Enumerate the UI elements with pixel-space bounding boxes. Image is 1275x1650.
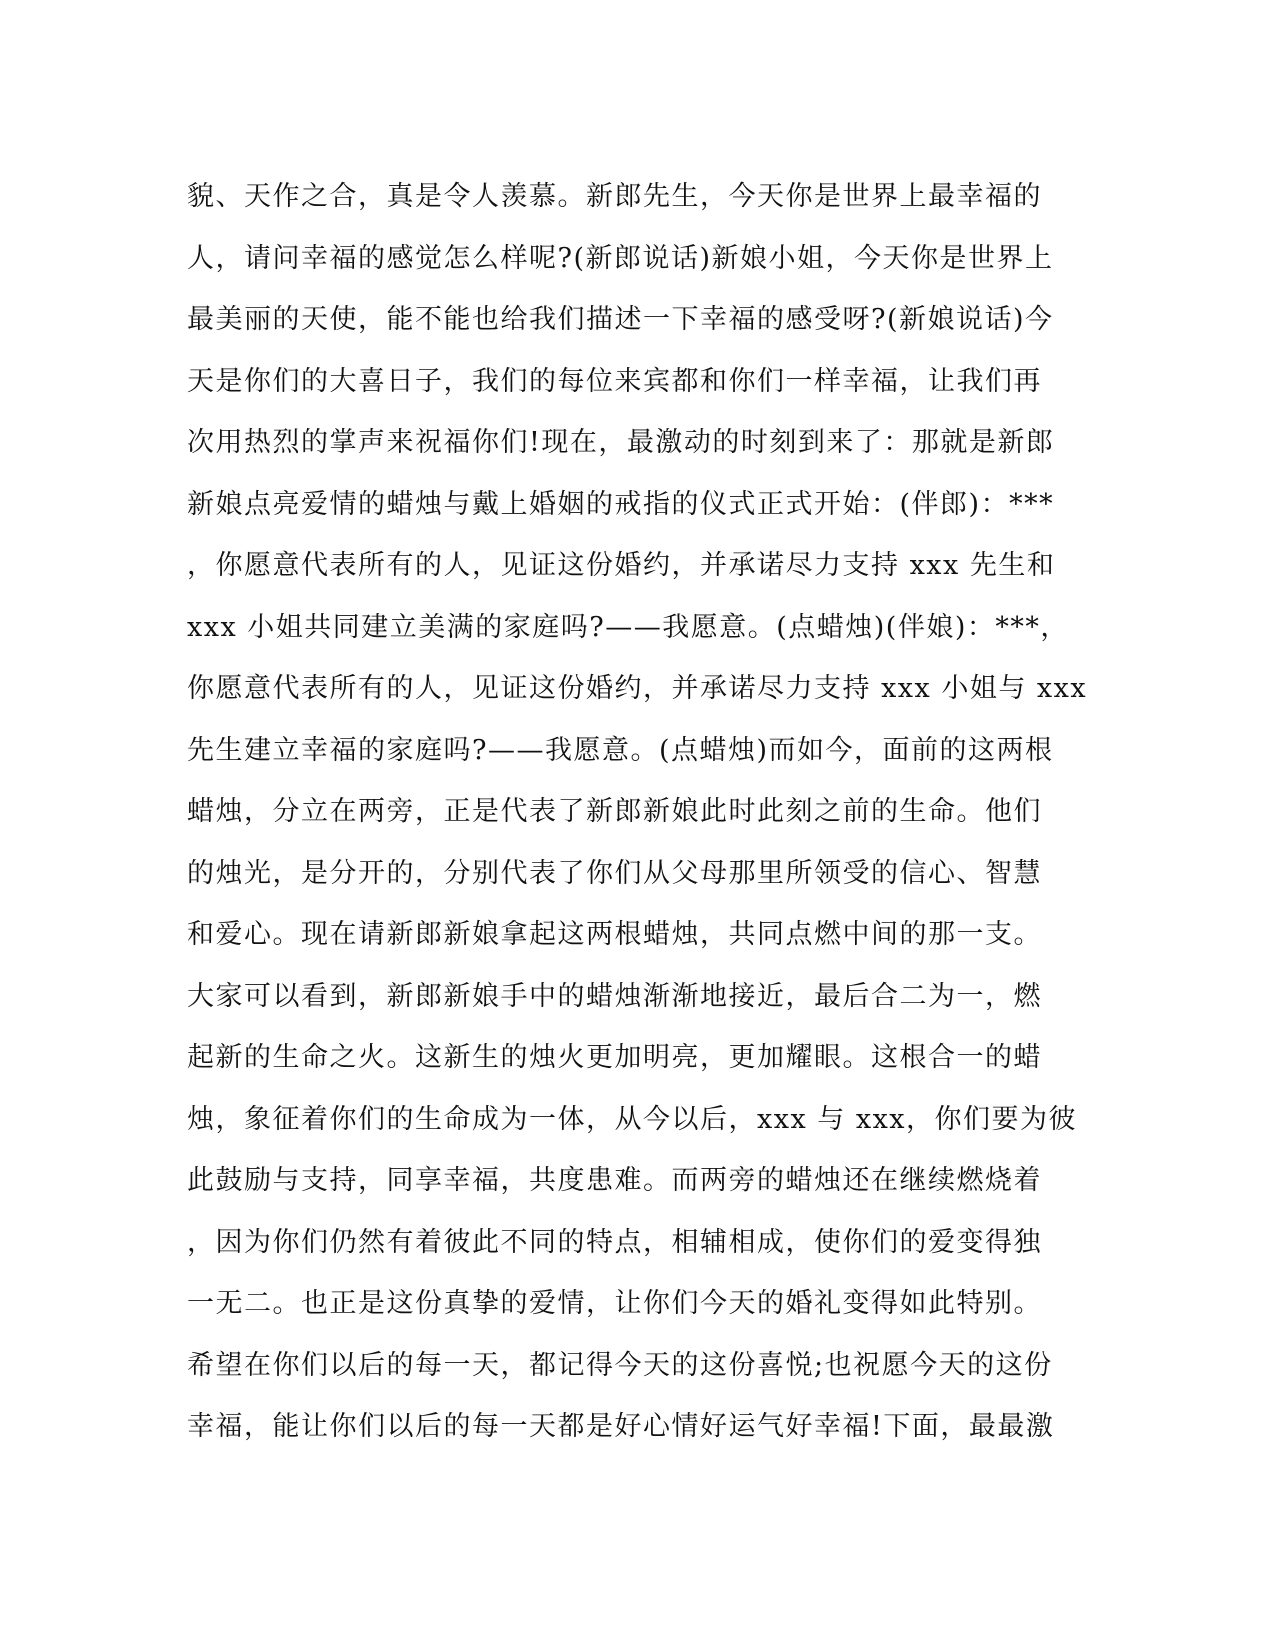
- text-line: 人，请问幸福的感觉怎么样呢?(新郎说话)新娘小姐，今天你是世界上: [187, 242, 1054, 274]
- text-line: 貌、天作之合，真是令人羡慕。新郎先生，今天你是世界上最幸福的: [187, 181, 1042, 212]
- text-line: 和爱心。现在请新郎新娘拿起这两根蜡烛，共同点燃中间的那一支。: [187, 919, 1042, 950]
- text-line: xxx 小姐共同建立美满的家庭吗?——我愿意。(点蜡烛)(伴娘)：***，: [187, 611, 1069, 643]
- text-line: 一无二。也正是这份真挚的爱情，让你们今天的婚礼变得如此特别。: [187, 1288, 1042, 1319]
- text-line: 新娘点亮爱情的蜡烛与戴上婚姻的戒指的仪式正式开始：(伴郎)：***: [187, 488, 1055, 520]
- text-line: 此鼓励与支持，同享幸福，共度患难。而两旁的蜡烛还在继续燃烧着: [187, 1165, 1042, 1196]
- text-line: ，你愿意代表所有的人，见证这份婚约，并承诺尽力支持 xxx 先生和: [187, 550, 1056, 581]
- text-line: 蜡烛，分立在两旁，正是代表了新郎新娘此时此刻之前的生命。他们: [187, 796, 1042, 827]
- text-line: 希望在你们以后的每一天，都记得今天的这份喜悦;也祝愿今天的这份: [187, 1349, 1053, 1381]
- text-line: 最美丽的天使，能不能也给我们描述一下幸福的感受呀?(新娘说话)今: [187, 304, 1054, 335]
- text-line: 天是你们的大喜日子，我们的每位来宾都和你们一样幸福，让我们再: [187, 365, 1042, 397]
- text-line: 幸福，能让你们以后的每一天都是好心情好运气好幸福!下面，最最激: [187, 1411, 1055, 1442]
- text-line: 先生建立幸福的家庭吗?——我愿意。(点蜡烛)而如今，面前的这两根: [187, 734, 1054, 766]
- body-text: [187, 166, 1087, 1458]
- text-line: 起新的生命之火。这新生的烛火更加明亮，更加耀眼。这根合一的蜡: [187, 1042, 1042, 1073]
- text-line: ，因为你们仍然有着彼此不同的特点，相辅相成，使你们的爱变得独: [187, 1226, 1042, 1258]
- text-line: 烛，象征着你们的生命成为一体，从今以后，xxx 与 xxx，你们要为彼: [187, 1103, 1078, 1135]
- text-line: 你愿意代表所有的人，见证这份婚约，并承诺尽力支持 xxx 小姐与 xxx: [187, 673, 1088, 704]
- text-line: 大家可以看到，新郎新娘手中的蜡烛渐渐地接近，最后合二为一，燃: [187, 980, 1042, 1012]
- text-line: 次用热烈的掌声来祝福你们!现在，最激动的时刻到来了：那就是新郎: [187, 427, 1055, 458]
- text-line: 的烛光，是分开的，分别代表了你们从父母那里所领受的信心、智慧: [187, 857, 1042, 889]
